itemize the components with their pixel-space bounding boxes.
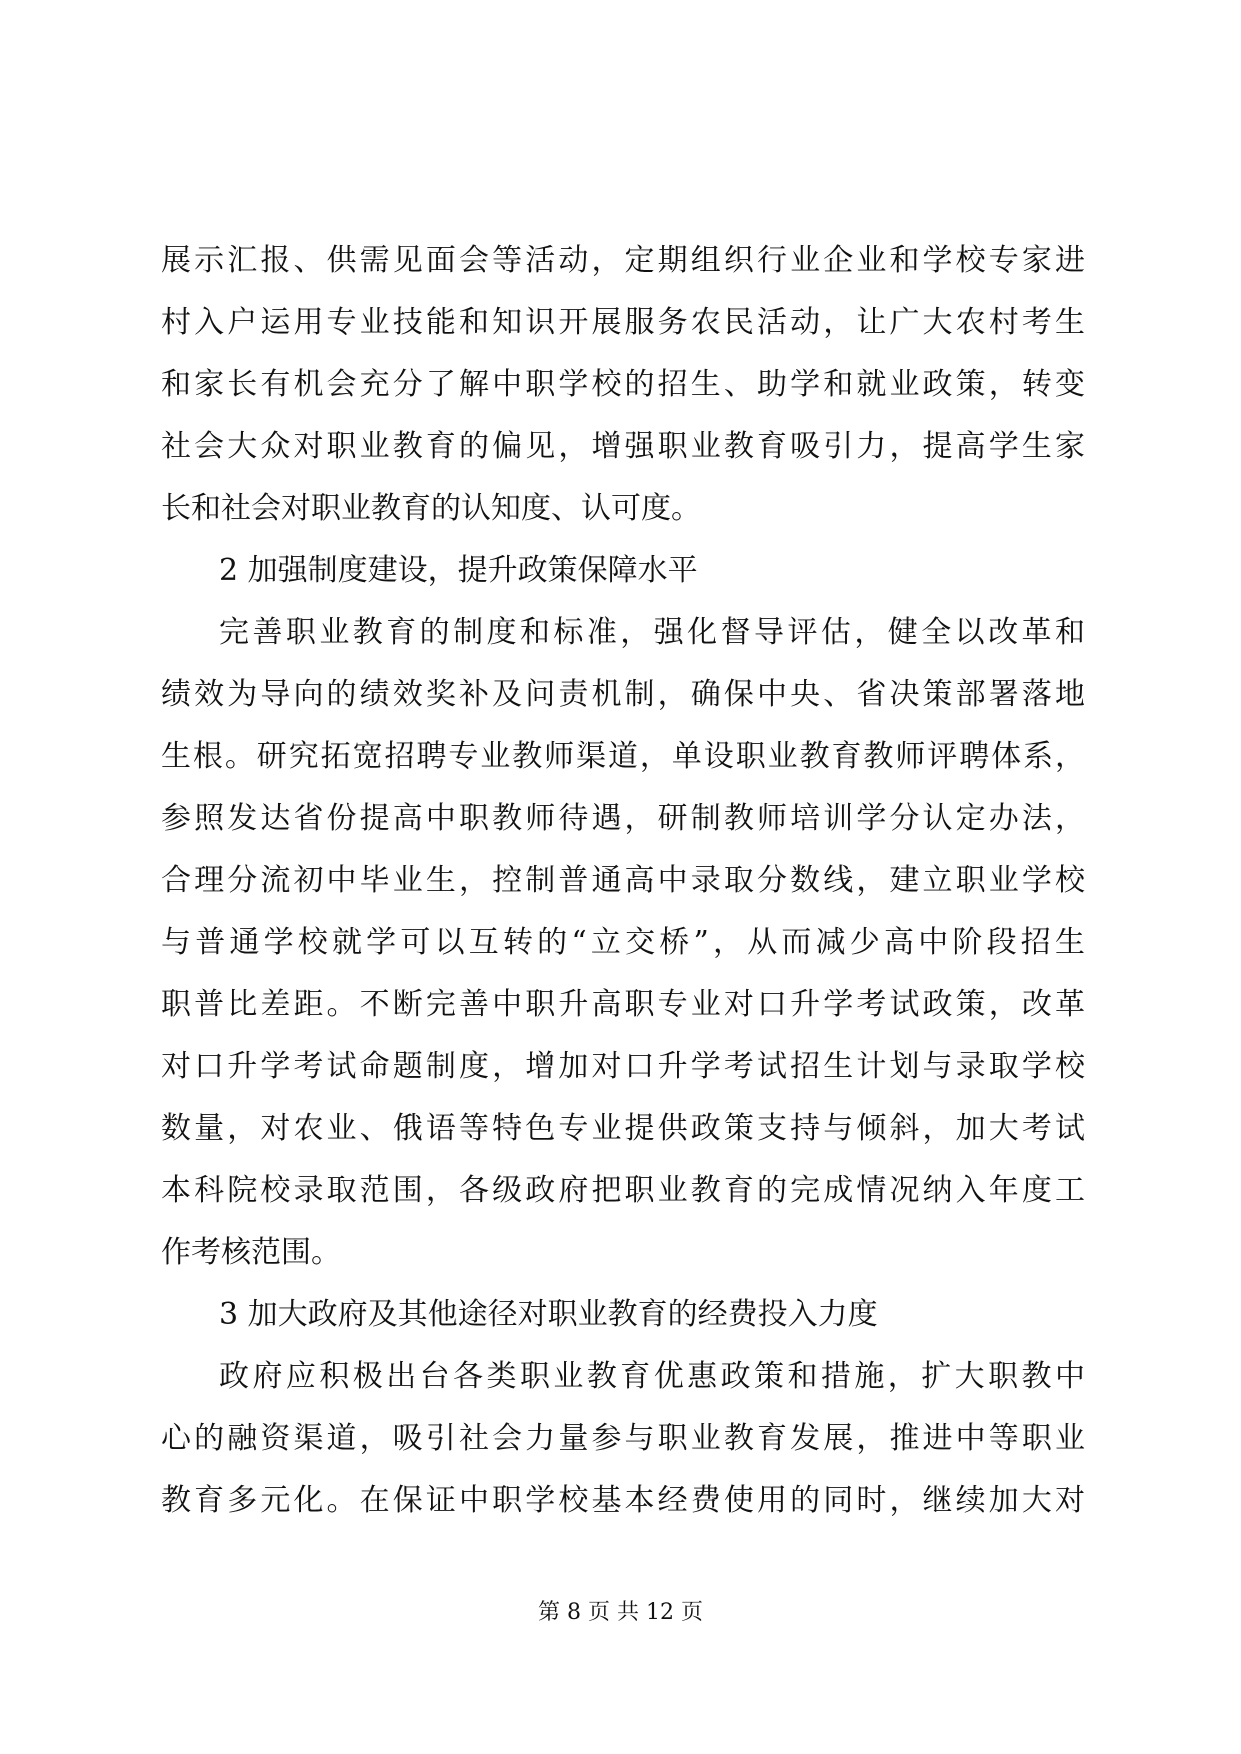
text-line: 绩效为导向的绩效奖补及问责机制，确保中央、省决策部署落地 [161, 677, 1085, 712]
text-line: 村入户运用专业技能和知识开展服务农民活动，让广大农村考生 [161, 305, 1085, 340]
text-line: 心的融资渠道，吸引社会力量参与职业教育发展，推进中等职业 [161, 1421, 1085, 1456]
text-line: 和家长有机会充分了解中职学校的招生、助学和就业政策，转变 [161, 367, 1085, 402]
text-line: 长和社会对职业教育的认知度、认可度。 [161, 491, 701, 526]
page-footer: 第 8 页 共 12 页 [538, 1600, 703, 1625]
text-line: 本科院校录取范围，各级政府把职业教育的完成情况纳入年度工 [161, 1173, 1085, 1208]
text-line: 生根。研究拓宽招聘专业教师渠道，单设职业教育教师评聘体系， [161, 739, 1085, 774]
document-body [161, 230, 1085, 1532]
text-line: 政府应积极出台各类职业教育优惠政策和措施，扩大职教中 [219, 1359, 1085, 1394]
text-line: 完善职业教育的制度和标准，强化督导评估，健全以改革和 [219, 615, 1085, 650]
text-line: 与普通学校就学可以互转的“立交桥”，从而减少高中阶段招生 [161, 925, 1085, 960]
section-heading: 2 加强制度建设，提升政策保障水平 [219, 553, 698, 588]
text-line: 作考核范围。 [161, 1235, 341, 1270]
text-line: 数量，对农业、俄语等特色专业提供政策支持与倾斜，加大考试 [161, 1111, 1085, 1146]
text-line: 展示汇报、供需见面会等活动，定期组织行业企业和学校专家进 [161, 243, 1085, 278]
text-line: 参照发达省份提高中职教师待遇，研制教师培训学分认定办法， [161, 801, 1085, 836]
text-line: 职普比差距。不断完善中职升高职专业对口升学考试政策，改革 [161, 987, 1085, 1022]
text-line: 教育多元化。在保证中职学校基本经费使用的同时，继续加大对 [161, 1483, 1085, 1518]
section-heading: 3 加大政府及其他途径对职业教育的经费投入力度 [219, 1297, 878, 1332]
text-line: 合理分流初中毕业生，控制普通高中录取分数线，建立职业学校 [161, 863, 1085, 898]
text-line: 对口升学考试命题制度，增加对口升学考试招生计划与录取学校 [161, 1049, 1085, 1084]
text-line: 社会大众对职业教育的偏见，增强职业教育吸引力，提高学生家 [161, 429, 1085, 464]
